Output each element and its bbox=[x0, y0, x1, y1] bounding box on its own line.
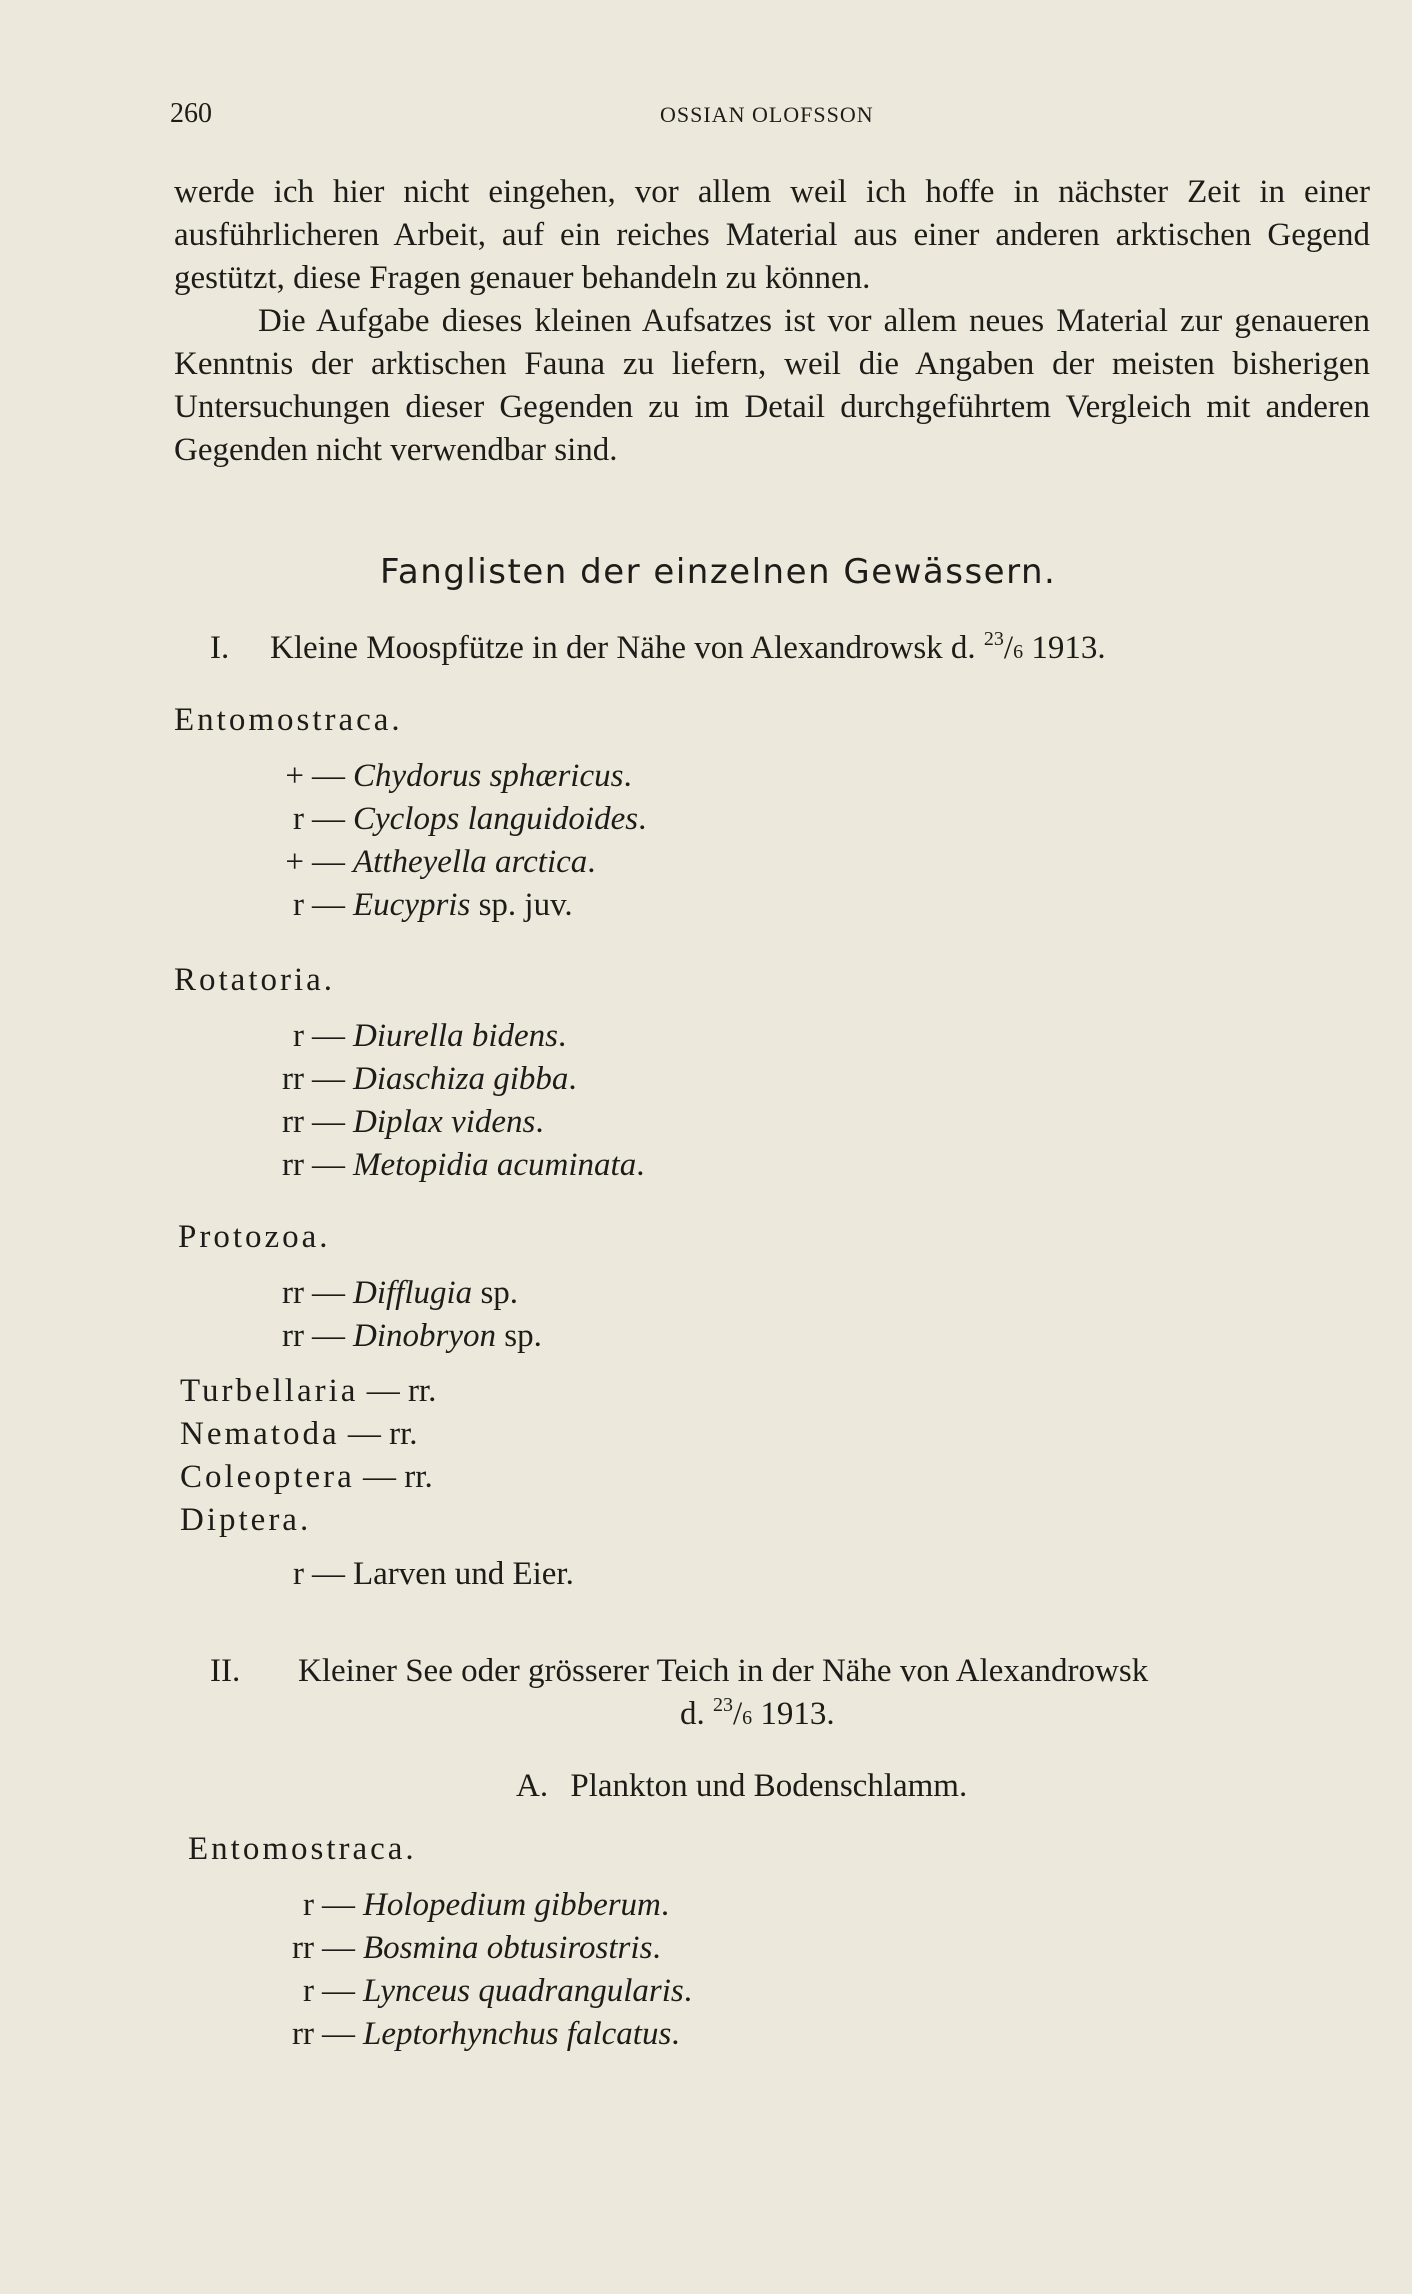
protozoa-1-entry bbox=[268, 1318, 542, 1355]
group-protozoa-1: Protozoa. bbox=[178, 1219, 331, 1255]
species-name: Diaschiza gibba bbox=[353, 1061, 569, 1097]
species-name: Diurella bidens bbox=[353, 1018, 559, 1054]
rotatoria-1-entry bbox=[268, 1104, 544, 1141]
species-suffix: . bbox=[660, 1887, 670, 1923]
group-turbellaria-label: Turbellaria bbox=[180, 1373, 359, 1409]
dash-separator: — bbox=[312, 1018, 345, 1054]
abundance-mark: r bbox=[293, 887, 304, 923]
locality-1-title: I. Kleine Moospfütze in der Nähe von Alexandrowsk d. $^{23}$/6 1913. bbox=[210, 628, 1106, 666]
abundance-mark: rr bbox=[282, 1061, 304, 1097]
group-coleoptera-value: rr. bbox=[404, 1459, 433, 1495]
group-turbellaria: Turbellaria — rr. bbox=[180, 1373, 437, 1409]
species-name: Bosmina obtusirostris bbox=[363, 1930, 653, 1966]
dash-separator: — bbox=[312, 887, 345, 923]
entomostraca-2-entry bbox=[278, 1930, 661, 1967]
species-name: Holopedium gibberum bbox=[363, 1887, 661, 1923]
species-suffix: . bbox=[636, 1147, 645, 1183]
body-text bbox=[174, 171, 1370, 472]
abundance-mark: rr bbox=[282, 1275, 304, 1311]
paragraph-2: Die Aufgabe dieses kleinen Aufsatzes ist vor allem neues Material zur genaueren Kenntnis der arktischen Fauna zu liefern, weil die Angaben der meisten bisherigen Untersuchungen dieser Gegenden zu im Detail durchgeführtem Vergleich mit anderen Gegenden nicht verwendbar sind. bbox=[174, 303, 1370, 468]
page-number: 260 bbox=[170, 98, 212, 129]
locality-2-year: 1913. bbox=[760, 1696, 835, 1732]
locality-2-date-prefix: d. bbox=[680, 1696, 705, 1732]
entomostraca-2-entry bbox=[278, 1973, 692, 2010]
entomostraca-1-entry bbox=[268, 758, 632, 795]
entomostraca-1-entry bbox=[268, 887, 573, 924]
dash-separator: — bbox=[312, 1147, 345, 1183]
group-nematoda: Nematoda — rr. bbox=[180, 1416, 418, 1452]
group-turbellaria-value: rr. bbox=[407, 1373, 437, 1409]
dash-separator: — bbox=[312, 801, 345, 837]
section-heading: Fanglisten der einzelnen Gewässern. bbox=[380, 552, 1057, 592]
species-suffix: . bbox=[568, 1061, 577, 1097]
diptera-entry: r — Larven und Eier. bbox=[268, 1556, 574, 1593]
abundance-mark: rr bbox=[282, 1318, 304, 1354]
abundance-mark: rr bbox=[292, 1930, 314, 1966]
group-entomostraca-2: Entomostraca. bbox=[188, 1831, 417, 1867]
species-name: Lynceus quadrangularis bbox=[363, 1973, 684, 2009]
subsection-a-letter: A. bbox=[516, 1768, 549, 1804]
locality-2-date-num: 23 bbox=[713, 1694, 733, 1716]
rotatoria-1-entry bbox=[268, 1147, 644, 1184]
locality-2-numeral: II. bbox=[210, 1653, 241, 1689]
entomostraca-2-entry bbox=[278, 2016, 680, 2053]
group-coleoptera-label: Coleoptera bbox=[180, 1459, 355, 1495]
rotatoria-1-entry bbox=[268, 1061, 577, 1098]
subsection-a-title bbox=[516, 1768, 967, 1805]
species-name: Diplax videns bbox=[353, 1104, 536, 1140]
species-suffix: . bbox=[652, 1930, 661, 1966]
dash-separator: — bbox=[312, 758, 345, 794]
species-name: Dinobryon bbox=[353, 1318, 496, 1354]
species-suffix: . bbox=[671, 2016, 680, 2052]
paragraph-1: werde ich hier nicht eingehen, vor allem weil ich hoffe in nächster Zeit in einer ausführlicheren Arbeit, auf ein reiches Material aus einer anderen arktischen Gegend gestützt, diese Fragen genauer behandeln zu können. bbox=[174, 174, 1370, 296]
entomostraca-2-entry bbox=[278, 1887, 669, 1924]
species-suffix: . bbox=[587, 844, 596, 880]
locality-2-name: Kleiner See oder grösserer Teich in der Nähe von Alexandrowsk bbox=[298, 1653, 1149, 1689]
abundance-mark: r bbox=[303, 1973, 314, 2009]
locality-2-date: d. $^{23}$/6 1913. bbox=[680, 1694, 835, 1732]
species-suffix: . bbox=[638, 801, 647, 837]
dash-separator: — bbox=[312, 1061, 345, 1097]
locality-1-name: Kleine Moospfütze in der Nähe von Alexandrowsk d. bbox=[270, 630, 976, 666]
rotatoria-1-entry bbox=[268, 1018, 566, 1055]
running-title: OSSIAN OLOFSSON bbox=[660, 102, 874, 127]
group-entomostraca-1: Entomostraca. bbox=[174, 702, 403, 738]
locality-1-year: 1913. bbox=[1031, 630, 1106, 666]
locality-1-numeral: I. bbox=[210, 630, 230, 666]
species-suffix: sp. juv. bbox=[470, 887, 573, 923]
diptera-entry-text: Larven und Eier. bbox=[353, 1556, 574, 1592]
species-name: Attheyella arctica bbox=[353, 844, 588, 880]
group-nematoda-label: Nematoda bbox=[180, 1416, 340, 1452]
group-coleoptera: Coleoptera — rr. bbox=[180, 1459, 433, 1495]
dash-separator: — bbox=[322, 1973, 355, 2009]
locality-1-date-den: 6 bbox=[1013, 641, 1024, 663]
dash-separator: — bbox=[312, 1275, 345, 1311]
abundance-mark: rr bbox=[292, 2016, 314, 2052]
group-diptera-1: Diptera. bbox=[180, 1502, 312, 1538]
species-suffix: . bbox=[623, 758, 632, 794]
group-nematoda-value: rr. bbox=[389, 1416, 418, 1452]
dash-separator: — bbox=[322, 1930, 355, 1966]
dash-separator: — bbox=[312, 844, 345, 880]
species-name: Difflugia bbox=[353, 1275, 473, 1311]
dash-separator: — bbox=[312, 1104, 345, 1140]
abundance-mark: rr bbox=[282, 1104, 304, 1140]
species-name: Cyclops languidoides bbox=[353, 801, 639, 837]
species-name: Chydorus sphæricus bbox=[353, 758, 624, 794]
dash-separator: — bbox=[322, 2016, 355, 2052]
group-rotatoria-1: Rotatoria. bbox=[174, 962, 336, 998]
abundance-mark: + bbox=[285, 758, 304, 794]
entomostraca-1-entry bbox=[268, 801, 646, 838]
abundance-mark: r bbox=[303, 1887, 314, 1923]
species-suffix: . bbox=[535, 1104, 544, 1140]
species-suffix: sp. bbox=[496, 1318, 542, 1354]
abundance-mark: r bbox=[293, 1018, 304, 1054]
locality-1-date-num: 23 bbox=[983, 628, 1004, 650]
locality-2-title bbox=[210, 1653, 1148, 1690]
species-name: Metopidia acuminata bbox=[353, 1147, 637, 1183]
species-suffix: . bbox=[683, 1973, 693, 2009]
page-header bbox=[170, 98, 1344, 138]
abundance-mark: + bbox=[285, 844, 304, 880]
abundance-mark: rr bbox=[282, 1147, 304, 1183]
dash-separator: — bbox=[322, 1887, 355, 1923]
species-suffix: . bbox=[558, 1018, 567, 1054]
species-name: Leptorhynchus falcatus bbox=[363, 2016, 672, 2052]
locality-2-date-den: 6 bbox=[742, 1707, 753, 1729]
subsection-a-name: Plankton und Bodenschlamm. bbox=[570, 1768, 968, 1804]
abundance-mark: r bbox=[293, 801, 304, 837]
dash-separator: — bbox=[312, 1318, 345, 1354]
protozoa-1-entry bbox=[268, 1275, 518, 1312]
species-name: Eucypris bbox=[353, 887, 471, 923]
species-suffix: sp. bbox=[472, 1275, 519, 1311]
entomostraca-1-entry bbox=[268, 844, 596, 881]
abundance-mark: r bbox=[293, 1556, 304, 1592]
